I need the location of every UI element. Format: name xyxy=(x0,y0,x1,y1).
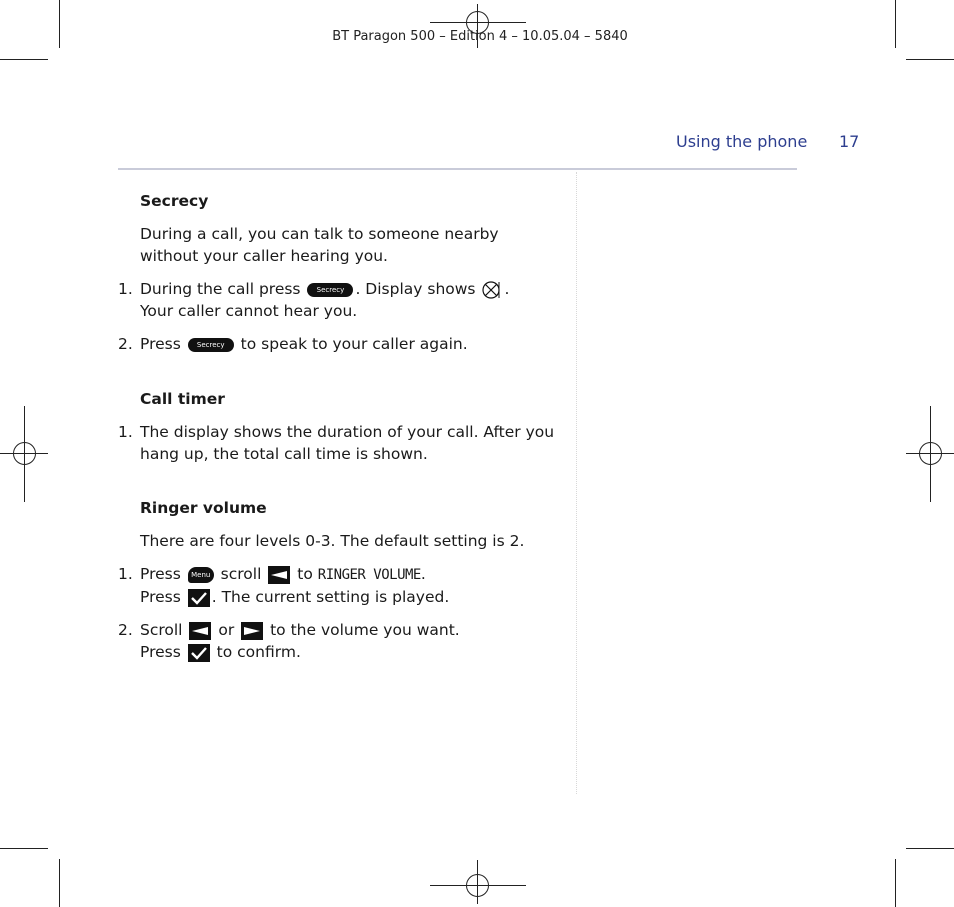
crop-mark xyxy=(906,848,954,849)
ok-tick-icon xyxy=(188,644,210,662)
secrecy-intro: During a call, you can talk to someone nearby without your caller hearing you. xyxy=(140,225,499,265)
ok-tick-icon xyxy=(188,589,210,607)
down-scroll-icon xyxy=(189,622,211,640)
list-item: 1. Press Menu scroll to RINGER VOLUME. Press . The current setting is played. xyxy=(118,565,450,606)
list-item: 2. Press Secrecy to speak to your caller again. xyxy=(118,335,468,353)
crop-mark xyxy=(906,59,954,60)
down-scroll-icon xyxy=(268,566,290,584)
column-divider xyxy=(576,172,577,794)
crop-mark xyxy=(59,0,60,48)
section-title-call-timer: Call timer xyxy=(140,390,225,408)
display-text: RINGER VOLUME xyxy=(317,567,421,583)
running-header-section: Using the phone xyxy=(676,132,808,151)
list-item: 2. Scroll or to the volume you want. Press to confirm. xyxy=(118,621,460,661)
crop-mark xyxy=(895,859,896,907)
crop-mark xyxy=(0,59,48,60)
list-item: 1. During the call press Secrecy . Display shows . Your caller cannot hear you. xyxy=(118,280,510,320)
up-scroll-icon xyxy=(241,622,263,640)
ringer-volume-intro: There are four levels 0-3. The default setting is 2. xyxy=(140,532,525,550)
secrecy-key-icon: Secrecy xyxy=(307,283,353,297)
secrecy-key-icon: Secrecy xyxy=(188,338,234,352)
page-number: 17 xyxy=(839,132,860,151)
list-item: 1. The display shows the duration of your call. After you hang up, the total call time is shown. xyxy=(118,423,555,463)
print-info: BT Paragon 500 – Edition 4 – 10.05.04 – 5840 xyxy=(332,29,628,44)
secrecy-display-icon xyxy=(482,281,502,299)
crop-mark xyxy=(59,859,60,907)
section-title-ringer-volume: Ringer volume xyxy=(140,499,267,517)
menu-key-icon: Menu xyxy=(188,567,214,583)
header-rule xyxy=(118,168,797,170)
section-title-secrecy: Secrecy xyxy=(140,192,209,210)
main-content xyxy=(118,190,558,663)
crop-mark xyxy=(895,0,896,48)
crop-mark xyxy=(0,848,48,849)
